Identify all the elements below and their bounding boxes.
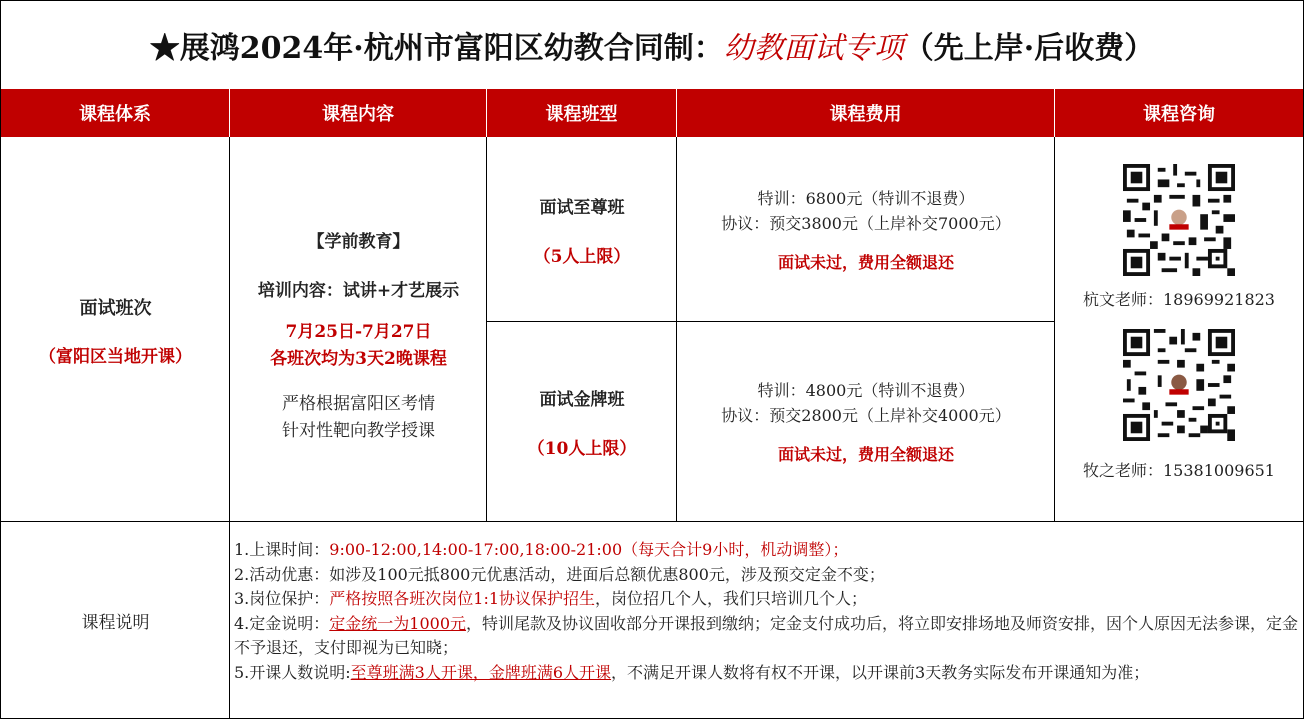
- class-name: 面试至尊班: [539, 197, 625, 218]
- class-limit: （10人上限）: [527, 438, 637, 459]
- class-gold-cell: [486, 321, 677, 521]
- qr-code-icon: [1123, 164, 1235, 276]
- page-title: [1, 1, 1303, 89]
- content-training: 培训内容：试讲+才艺展示: [257, 281, 460, 301]
- notes-content: [229, 521, 1303, 718]
- fee-supreme-cell: [676, 137, 1055, 322]
- title-prefix: ★展鸿2024年·杭州市富阳区幼教合同制：: [149, 31, 724, 66]
- header-system: 课程体系: [1, 89, 230, 137]
- content-desc-1: 严格根据富阳区考情: [282, 394, 435, 414]
- system-note: （富阳区当地开课）: [39, 346, 192, 367]
- class-limit: （5人上限）: [533, 246, 631, 267]
- fee-refund: 面试未过，费用全额退还: [777, 253, 954, 272]
- content-duration: 各班次均为3天2晚课程: [270, 349, 447, 369]
- fee-agree: 协议：预交3800元（上岸补交7000元）: [721, 214, 1011, 233]
- header-content: 课程内容: [230, 89, 487, 137]
- class-gold-top-cell: [486, 137, 677, 322]
- note-2: 2.活动优惠：如涉及100元抵800元优惠活动，进面后总额优惠800元，涉及预交定金不变；: [234, 564, 885, 584]
- consult-cell: [1054, 137, 1303, 521]
- note-3: 3.岗位保护：严格按照各班次岗位1:1协议保护招生，岗位招几个人，我们只培训几个人；: [234, 589, 868, 608]
- title-highlight: 幼教面试专项: [723, 31, 904, 66]
- system-cell: [1, 137, 230, 521]
- fee-gold-cell: [676, 321, 1055, 521]
- notes-label-cell: [1, 521, 230, 718]
- header-consult: 课程咨询: [1055, 89, 1303, 137]
- content-desc-2: 针对性靶向教学授课: [282, 421, 435, 441]
- header-class: 课程班型: [487, 89, 677, 137]
- fee-refund: 面试未过，费用全额退还: [777, 445, 954, 464]
- note-1: 1.上课时间：9:00-12:00,14:00-17:00,18:00-21:00（每天合计9小时，机动调整）；: [234, 540, 849, 559]
- consult-teacher-2: 牧之老师：15381009651: [1083, 461, 1275, 480]
- content-category: 【学前教育】: [307, 232, 410, 252]
- note-5: 5.开课人数说明:至尊班满3人开课，金牌班满6人开课，不满足开课人数将有权不开课，以开课前3天教务实际发布开课通知为准；: [234, 662, 1150, 682]
- header-fee: 课程费用: [677, 89, 1055, 137]
- content-cell: [229, 137, 487, 521]
- content-dates: 7月25日-7月27日: [285, 322, 432, 342]
- consult-teacher-1: 杭文老师：18969921823: [1083, 290, 1275, 309]
- system-name: 面试班次: [79, 297, 152, 319]
- note-4: 4.定金说明：定金统一为1000元，特训尾款及协议固收部分开课报到缴纳；定金支付成功后，将立即安排场地及师资安排，因个人原因无法参课，定金不予退还，支付即视为已知晓；: [234, 613, 1299, 657]
- class-name: 面试金牌班: [539, 389, 625, 410]
- fee-train: 特训：4800元（特训不退费）: [757, 381, 975, 400]
- fee-agree: 协议：预交2800元（上岸补交4000元）: [721, 406, 1011, 425]
- fee-train: 特训：6800元（特训不退费）: [757, 189, 975, 208]
- title-suffix: （先上岸·后收费）: [903, 31, 1155, 66]
- notes-label: 课程说明: [81, 612, 150, 633]
- qr-code-icon: [1123, 329, 1235, 441]
